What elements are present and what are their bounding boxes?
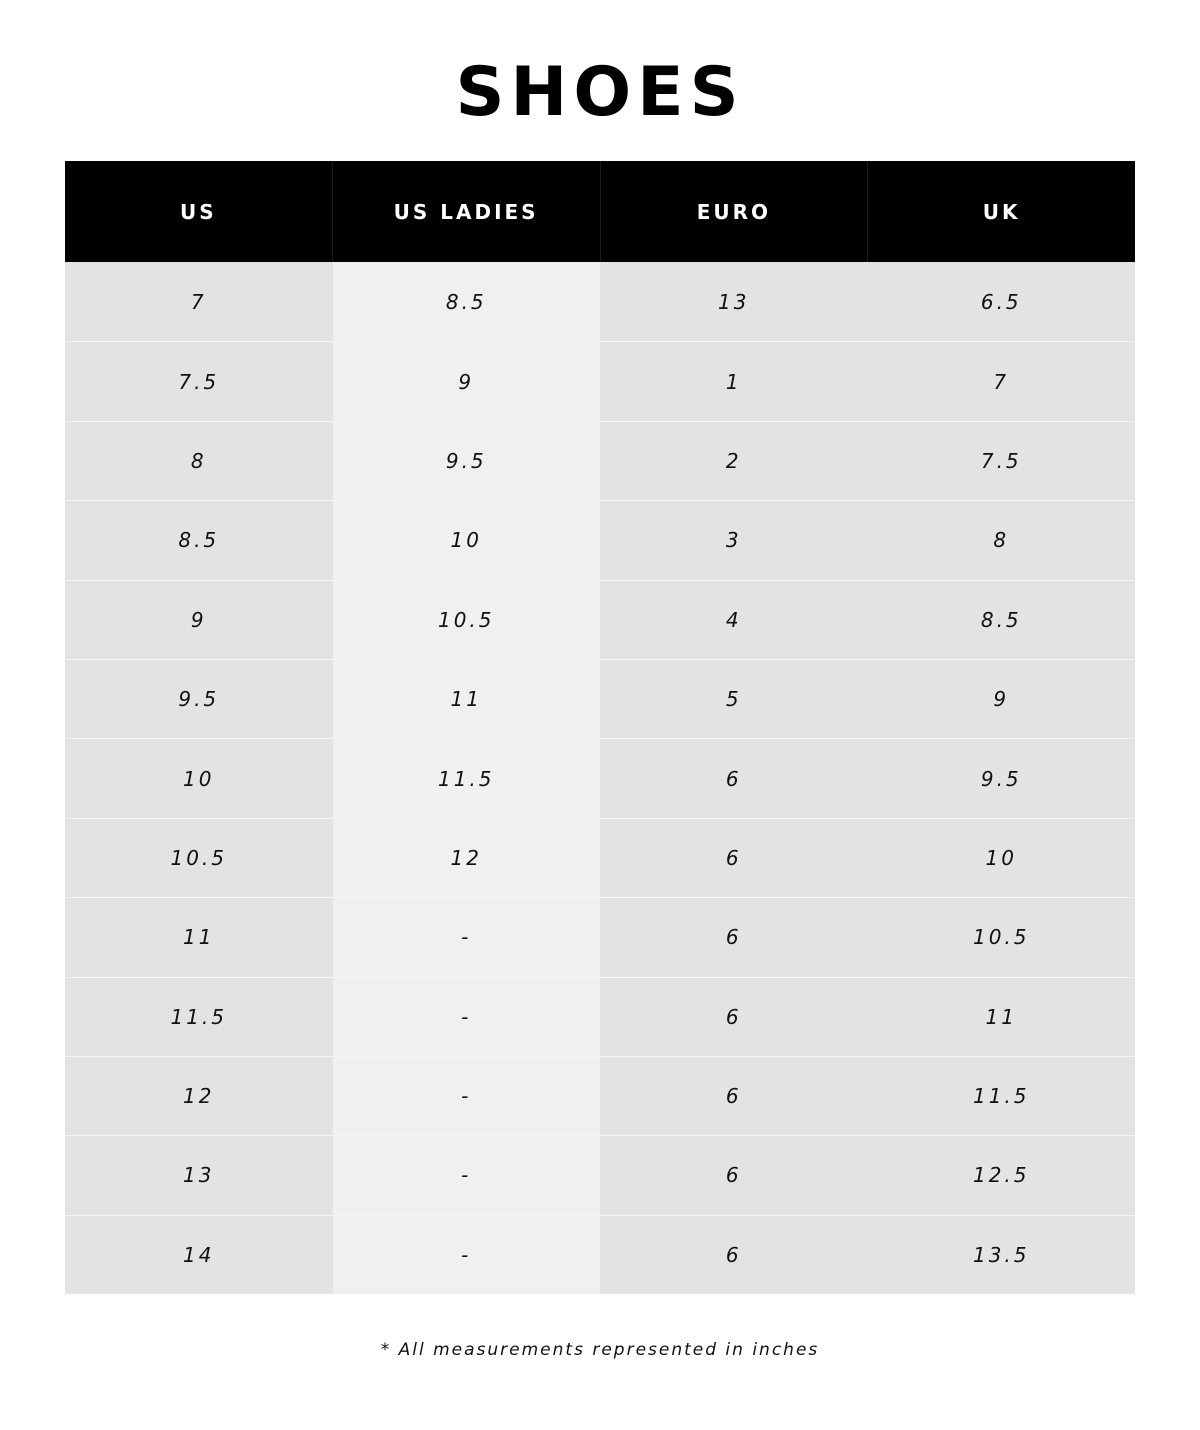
table-row: [65, 659, 1135, 738]
cell-euro: 3: [600, 501, 868, 579]
table-row: [65, 818, 1135, 897]
table-row: [65, 421, 1135, 500]
cell-uk: 11: [868, 978, 1136, 1056]
page-title: SHOES: [455, 53, 745, 132]
cell-us: 7: [65, 262, 333, 341]
table-header-row: [65, 161, 1135, 262]
header-us-ladies: US LADIES: [332, 161, 600, 262]
cell-us-ladies: 11: [333, 660, 601, 738]
header-euro: EURO: [600, 161, 868, 262]
table-row: [65, 1056, 1135, 1135]
cell-us-ladies: -: [333, 1136, 601, 1214]
cell-euro: 1: [600, 342, 868, 420]
cell-euro: 6: [600, 739, 868, 817]
cell-us-ladies: 11.5: [333, 739, 601, 817]
cell-uk: 6.5: [868, 262, 1136, 341]
cell-us-ladies: 8.5: [333, 262, 601, 341]
cell-us-ladies: 10.5: [333, 581, 601, 659]
table-row: [65, 1215, 1135, 1294]
cell-us-ladies: 12: [333, 819, 601, 897]
cell-uk: 9.5: [868, 739, 1136, 817]
cell-us: 7.5: [65, 342, 333, 420]
cell-uk: 9: [868, 660, 1136, 738]
table-row: [65, 897, 1135, 976]
cell-euro: 6: [600, 978, 868, 1056]
table-row: [65, 738, 1135, 817]
cell-us: 11: [65, 898, 333, 976]
cell-euro: 6: [600, 1136, 868, 1214]
cell-us: 10.5: [65, 819, 333, 897]
cell-us: 14: [65, 1216, 333, 1294]
cell-us-ladies: -: [333, 978, 601, 1056]
cell-uk: 10: [868, 819, 1136, 897]
table-row: [65, 341, 1135, 420]
table-row: [65, 262, 1135, 341]
cell-euro: 6: [600, 1216, 868, 1294]
cell-us: 8: [65, 422, 333, 500]
cell-euro: 6: [600, 1057, 868, 1135]
cell-euro: 2: [600, 422, 868, 500]
table-row: [65, 977, 1135, 1056]
cell-uk: 13.5: [868, 1216, 1136, 1294]
cell-us: 12: [65, 1057, 333, 1135]
cell-uk: 8.5: [868, 581, 1136, 659]
cell-uk: 7.5: [868, 422, 1136, 500]
cell-uk: 12.5: [868, 1136, 1136, 1214]
cell-us-ladies: -: [333, 1057, 601, 1135]
cell-us: 9.5: [65, 660, 333, 738]
table-body: [65, 262, 1135, 1294]
header-us: US: [180, 199, 217, 224]
cell-us-ladies: 9: [333, 342, 601, 420]
cell-us: 9: [65, 581, 333, 659]
cell-us-ladies: -: [333, 898, 601, 976]
cell-uk: 11.5: [868, 1057, 1136, 1135]
table-row: [65, 1135, 1135, 1214]
cell-us: 10: [65, 739, 333, 817]
cell-us-ladies: 10: [333, 501, 601, 579]
cell-euro: 13: [600, 262, 868, 341]
cell-uk: 8: [868, 501, 1136, 579]
table-row: [65, 580, 1135, 659]
cell-euro: 6: [600, 819, 868, 897]
cell-uk: 10.5: [868, 898, 1136, 976]
cell-euro: 6: [600, 898, 868, 976]
cell-uk: 7: [868, 342, 1136, 420]
cell-us-ladies: -: [333, 1216, 601, 1294]
cell-euro: 5: [600, 660, 868, 738]
table-row: [65, 500, 1135, 579]
header-uk: UK: [867, 161, 1135, 262]
cell-euro: 4: [600, 581, 868, 659]
cell-us-ladies: 9.5: [333, 422, 601, 500]
cell-us: 11.5: [65, 978, 333, 1056]
cell-us: 13: [65, 1136, 333, 1214]
cell-us: 8.5: [65, 501, 333, 579]
size-chart-table: [65, 161, 1135, 1294]
footnote: * All measurements represented in inches: [380, 1340, 820, 1360]
